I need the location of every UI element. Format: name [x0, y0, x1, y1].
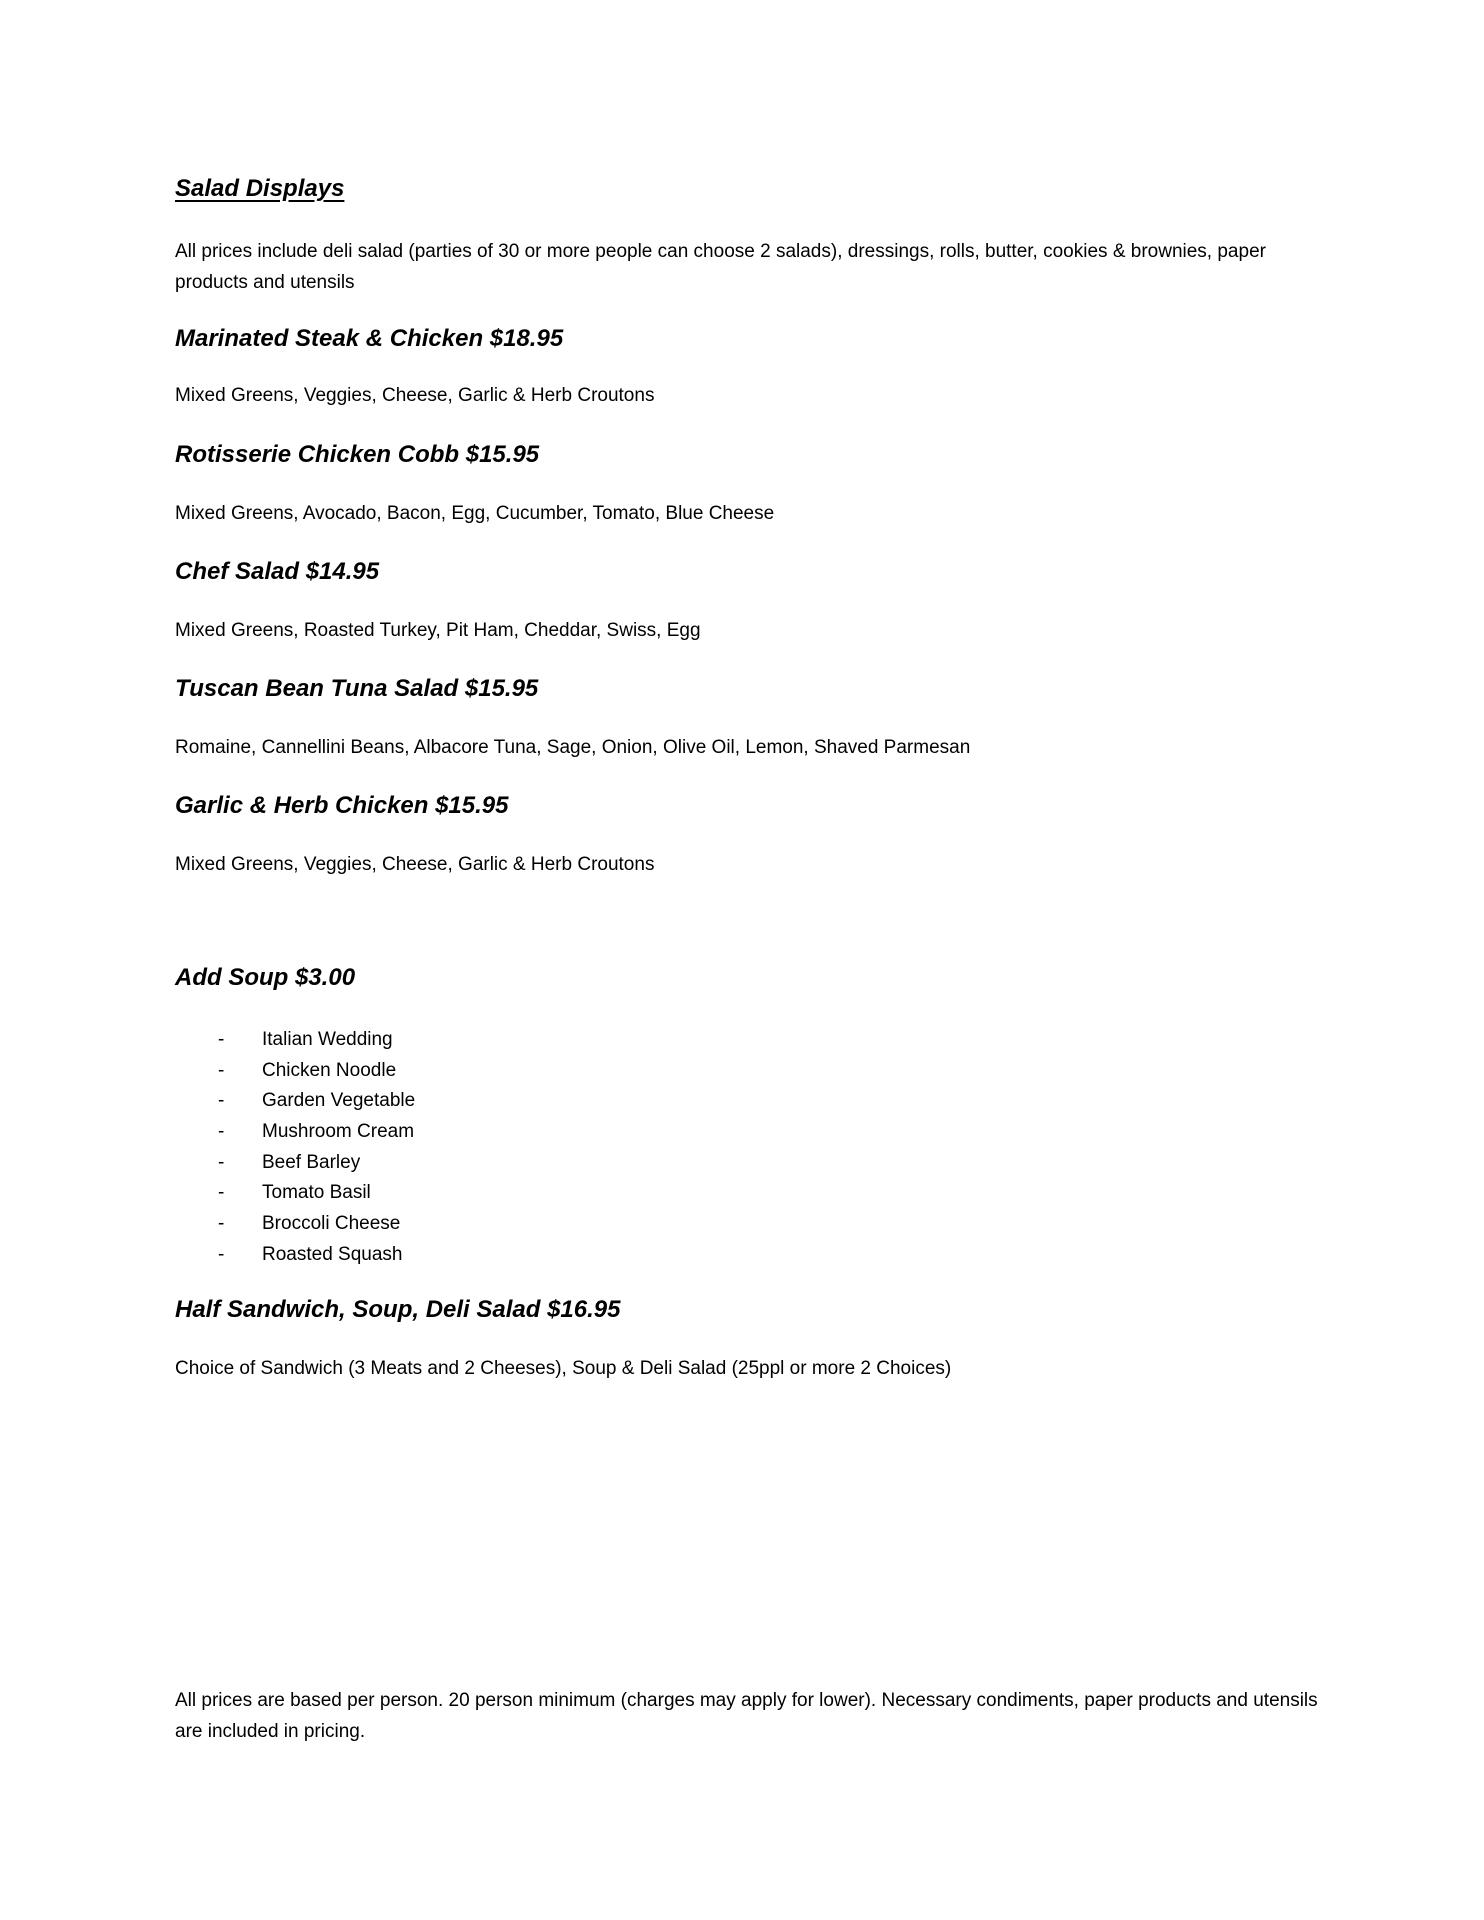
soup-name: Beef Barley: [262, 1151, 361, 1173]
salad-heading-chicken-cobb: Rotisserie Chicken Cobb $15.95: [175, 441, 540, 468]
soup-name: Garden Vegetable: [262, 1090, 416, 1112]
bullet-dash: -: [218, 1029, 225, 1050]
soup-name: Italian Wedding: [262, 1029, 393, 1050]
soup-name: Mushroom Cream: [262, 1121, 415, 1143]
bullet-dash: -: [218, 1059, 225, 1081]
salad-description-garlic-herb: Mixed Greens, Veggies, Cheese, Garlic & Herb Croutons: [175, 854, 655, 875]
page-title: Salad Displays: [175, 175, 345, 202]
soup-name: Broccoli Cheese: [262, 1213, 401, 1235]
soup-heading: Add Soup $3.00: [175, 964, 356, 991]
bullet-dash: -: [218, 1182, 225, 1204]
salad-heading-chef: Chef Salad $14.95: [175, 558, 380, 585]
soup-name: Roasted Squash: [262, 1243, 403, 1265]
salad-description-chef: Mixed Greens, Roasted Turkey, Pit Ham, Cheddar, Swiss, Egg: [175, 620, 701, 641]
bullet-dash: -: [218, 1151, 225, 1173]
salad-description-chicken-cobb: Mixed Greens, Avocado, Bacon, Egg, Cucumber, Tomato, Blue Cheese: [175, 503, 775, 524]
intro-text: All prices include deli salad (parties of 30 or more people can choose 2 salads), dressings, rolls, butter, cookies & brownies, paper products and utensils: [175, 241, 1266, 293]
bullet-dash: -: [218, 1121, 225, 1143]
bullet-dash: -: [218, 1243, 225, 1265]
soup-name: Tomato Basil: [262, 1182, 371, 1204]
salad-heading-tuscan-tuna: Tuscan Bean Tuna Salad $15.95: [175, 675, 539, 702]
bullet-dash: -: [218, 1213, 225, 1235]
salad-description-steak-chicken: Mixed Greens, Veggies, Cheese, Garlic & Herb Croutons: [175, 385, 655, 406]
bullet-dash: -: [218, 1090, 225, 1112]
soup-name: Chicken Noodle: [262, 1059, 397, 1081]
combo-heading: Half Sandwich, Soup, Deli Salad $16.95: [175, 1296, 621, 1323]
salad-heading-garlic-herb: Garlic & Herb Chicken $15.95: [175, 792, 509, 819]
salad-heading-steak-chicken: Marinated Steak & Chicken $18.95: [175, 325, 564, 352]
footer-note: All prices are based per person. 20 person minimum (charges may apply for lower). Necessary condiments, paper products and utensils are included in pricing.: [175, 1690, 1318, 1742]
salad-description-tuscan-tuna: Romaine, Cannellini Beans, Albacore Tuna, Sage, Onion, Olive Oil, Lemon, Shaved Parmesan: [175, 737, 971, 758]
combo-description: Choice of Sandwich (3 Meats and 2 Cheeses), Soup & Deli Salad (25ppl or more 2 Choices): [175, 1358, 952, 1379]
